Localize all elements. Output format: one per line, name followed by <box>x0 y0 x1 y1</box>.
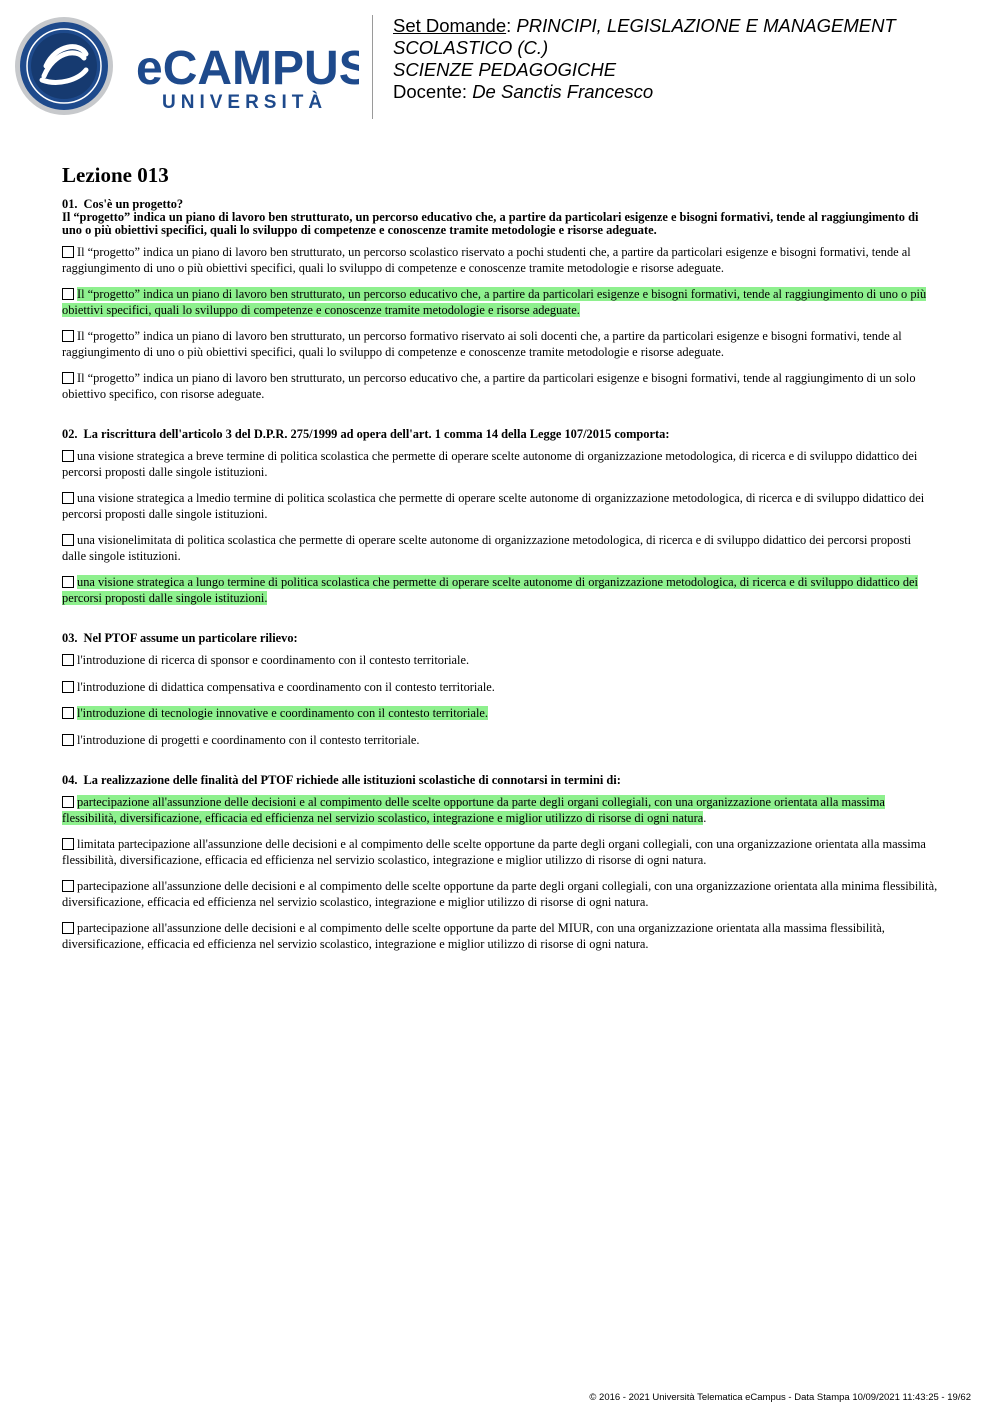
answer-text: limitata partecipazione all'assunzione delle decisioni e al compimento delle scelte opportune da parte degli organi collegiali, con una organizzazione orientata alla massima flessibilità, diversificazione, efficacia ed efficienza nel servizio scolastico, integrazione e miglior utilizzo di risorse di ogni natura. <box>62 837 926 867</box>
answer-option[interactable] <box>62 837 938 868</box>
answer-text: una visione strategica a breve termine di politica scolastica che permette di operare scelte autonome di organizzazione metodologica, di ricerca e di sviluppo didattico dei percorsi proposti dalle singole istituzioni. <box>62 449 918 479</box>
answer-checkbox[interactable] <box>62 838 74 850</box>
lesson-content <box>62 163 938 978</box>
answer-checkbox[interactable] <box>62 654 74 666</box>
answer-option[interactable] <box>62 491 938 522</box>
header-divider <box>372 15 373 119</box>
answer-checkbox[interactable] <box>62 681 74 693</box>
logo-subtext: UNIVERSITÀ <box>162 92 328 113</box>
answer-text: Il “progetto” indica un piano di lavoro ben strutturato, un percorso educativo che, a partire da particolari esigenze e bisogni formativi, tende al raggiungimento di uno o più obiettivi specifici, quali lo sviluppo di competenze e conoscenze tramite metodologie e risorse adeguate. <box>62 287 927 317</box>
answer-text: una visione strategica a lungo termine di politica scolastica che permette di operare scelte autonome di organizzazione metodologica, di ricerca e di sviluppo didattico dei percorsi proposti dalle singole istituzioni. <box>62 575 918 605</box>
answer-checkbox[interactable] <box>62 707 74 719</box>
question-2 <box>62 428 938 606</box>
question-text: La realizzazione delle finalità del PTOF richiede alle istituzioni scolastiche di connotarsi in termini di: <box>83 773 621 787</box>
ecampus-seal-icon <box>14 14 359 119</box>
question-subtitle: Il “progetto” indica un piano di lavoro ben strutturato, un percorso educativo che, a partire da particolari esigenze e bisogni formativi, tende al raggiungimento di uno o più obiettivi specifici, quali lo sviluppo di competenze e conoscenze tramite metodologie e risorse adeguate. <box>62 210 919 237</box>
answer-checkbox[interactable] <box>62 880 74 892</box>
answer-option[interactable] <box>62 533 938 564</box>
question-4 <box>62 774 938 952</box>
answer-text: una visionelimitata di politica scolastica che permette di operare scelte autonome di organizzazione metodologica, di ricerca e di sviluppo didattico dei percorsi proposti dalle singole istituzioni. <box>62 533 912 563</box>
answer-text: Il “progetto” indica un piano di lavoro ben strutturato, un percorso formativo riservato ai soli docenti che, a partire da particolari esigenze e bisogni formativi, tende al raggiungimento di uno o più obiettivi specifici, quali lo sviluppo di competenze e conoscenze tramite metodologie e risorse adeguate. <box>62 329 902 359</box>
answer-checkbox[interactable] <box>62 372 74 384</box>
question-1 <box>62 198 938 402</box>
answer-option[interactable] <box>62 245 938 276</box>
answer-checkbox[interactable] <box>62 330 74 342</box>
page-header <box>0 0 1000 130</box>
answer-option-correct[interactable] <box>62 706 938 722</box>
question-number: 02. <box>62 427 78 441</box>
question-header <box>62 632 938 645</box>
answer-checkbox[interactable] <box>62 246 74 258</box>
answer-text: partecipazione all'assunzione delle decisioni e al compimento delle scelte opportune da parte del MIUR, con una organizzazione orientata alla massima flessibilità, diversificazione, efficacia ed efficienza nel servizio scolastico, integrazione e miglior utilizzo di risorse di ogni natura. <box>62 921 885 951</box>
answer-option-correct[interactable] <box>62 287 938 318</box>
question-header <box>62 774 938 787</box>
teacher-name: De Sanctis Francesco <box>472 81 654 102</box>
question-header <box>62 198 938 237</box>
answer-text: partecipazione all'assunzione delle decisioni e al compimento delle scelte opportune da parte degli organi collegiali, con una organizzazione orientata alla minima flessibilità, diversificazione, efficacia ed efficienza nel servizio scolastico, integrazione e miglior utilizzo di risorse di ogni natura. <box>62 879 938 909</box>
answer-option-correct[interactable] <box>62 795 938 826</box>
question-3 <box>62 632 938 748</box>
question-number: 03. <box>62 631 78 645</box>
logo-wordmark: eCAMPUS <box>136 42 359 95</box>
question-text: La riscrittura dell'articolo 3 del D.P.R. 275/1999 ad opera dell'art. 1 comma 14 della Legge 107/2015 comporta: <box>83 427 670 441</box>
teacher-label: Docente: <box>393 81 468 102</box>
page-footer: © 2016 - 2021 Università Telematica eCampus - Data Stampa 10/09/2021 11:43:25 - 19/62 <box>589 1392 971 1403</box>
answer-text: l'introduzione di tecnologie innovative e coordinamento con il contesto territoriale. <box>77 706 488 720</box>
answer-text: Il “progetto” indica un piano di lavoro ben strutturato, un percorso scolastico riservato a pochi studenti che, a partire da particolari esigenze e bisogni formativi, tende al raggiungimento di uno o più obiettivi specifici, quali lo sviluppo di competenze e conoscenze tramite metodologie e risorse adeguate. <box>62 245 911 275</box>
course-info <box>393 15 973 103</box>
course-name: PRINCIPI, LEGISLAZIONE E MANAGEMENT SCOLASTICO (C.) <box>393 15 896 58</box>
answer-text-tail: . <box>703 810 707 825</box>
answer-text: l'introduzione di ricerca di sponsor e coordinamento con il contesto territoriale. <box>77 653 470 667</box>
answer-checkbox[interactable] <box>62 450 74 462</box>
answer-option-correct[interactable] <box>62 575 938 606</box>
answer-checkbox[interactable] <box>62 534 74 546</box>
answer-text: l'introduzione di progetti e coordinamento con il contesto territoriale. <box>77 732 420 747</box>
answer-checkbox[interactable] <box>62 734 74 746</box>
ecampus-logo <box>14 14 359 119</box>
question-number: 01. <box>62 197 78 211</box>
answer-option[interactable] <box>62 653 938 669</box>
answer-text: una visione strategica a lmedio termine di politica scolastica che permette di operare scelte autonome di organizzazione metodologica, di ricerca e di sviluppo didattico dei percorsi proposti dalle singole istituzioni. <box>62 491 925 521</box>
answer-option[interactable] <box>62 879 938 910</box>
answer-checkbox[interactable] <box>62 922 74 934</box>
answer-text: partecipazione all'assunzione delle decisioni e al compimento delle scelte opportune da parte degli organi collegiali, con una organizzazione orientata alla massima flessibilità, diversificazione, efficacia ed efficienza nel servizio scolastico, integrazione e miglior utilizzo di risorse di ogni natura <box>62 795 885 825</box>
answer-option[interactable] <box>62 733 938 749</box>
answer-checkbox[interactable] <box>62 492 74 504</box>
question-text: Cos'è un progetto? <box>83 197 184 211</box>
question-header <box>62 428 938 441</box>
answer-text: Il “progetto” indica un piano di lavoro ben strutturato, un percorso educativo che, a partire da particolari esigenze e bisogni formativi, tende al raggiungimento di un solo obiettivo specifico, con risorse adeguate. <box>62 371 916 401</box>
lesson-title: Lezione 013 <box>62 163 169 187</box>
set-label: Set Domande <box>393 15 507 36</box>
faculty-name: SCIENZE PEDAGOGICHE <box>393 59 617 80</box>
answer-option[interactable] <box>62 680 938 696</box>
answer-option[interactable] <box>62 329 938 360</box>
question-number: 04. <box>62 773 78 787</box>
course-title-line: Set Domande: PRINCIPI, LEGISLAZIONE E MANAGEMENT SCOLASTICO (C.) <box>393 15 896 58</box>
answer-option[interactable] <box>62 921 938 952</box>
answer-option[interactable] <box>62 449 938 480</box>
answer-checkbox[interactable] <box>62 288 74 300</box>
answer-option[interactable] <box>62 371 938 402</box>
answer-checkbox[interactable] <box>62 796 74 808</box>
answer-text: l'introduzione di didattica compensativa e coordinamento con il contesto territoriale. <box>77 679 495 694</box>
answer-checkbox[interactable] <box>62 576 74 588</box>
question-text: Nel PTOF assume un particolare rilievo: <box>83 631 298 645</box>
